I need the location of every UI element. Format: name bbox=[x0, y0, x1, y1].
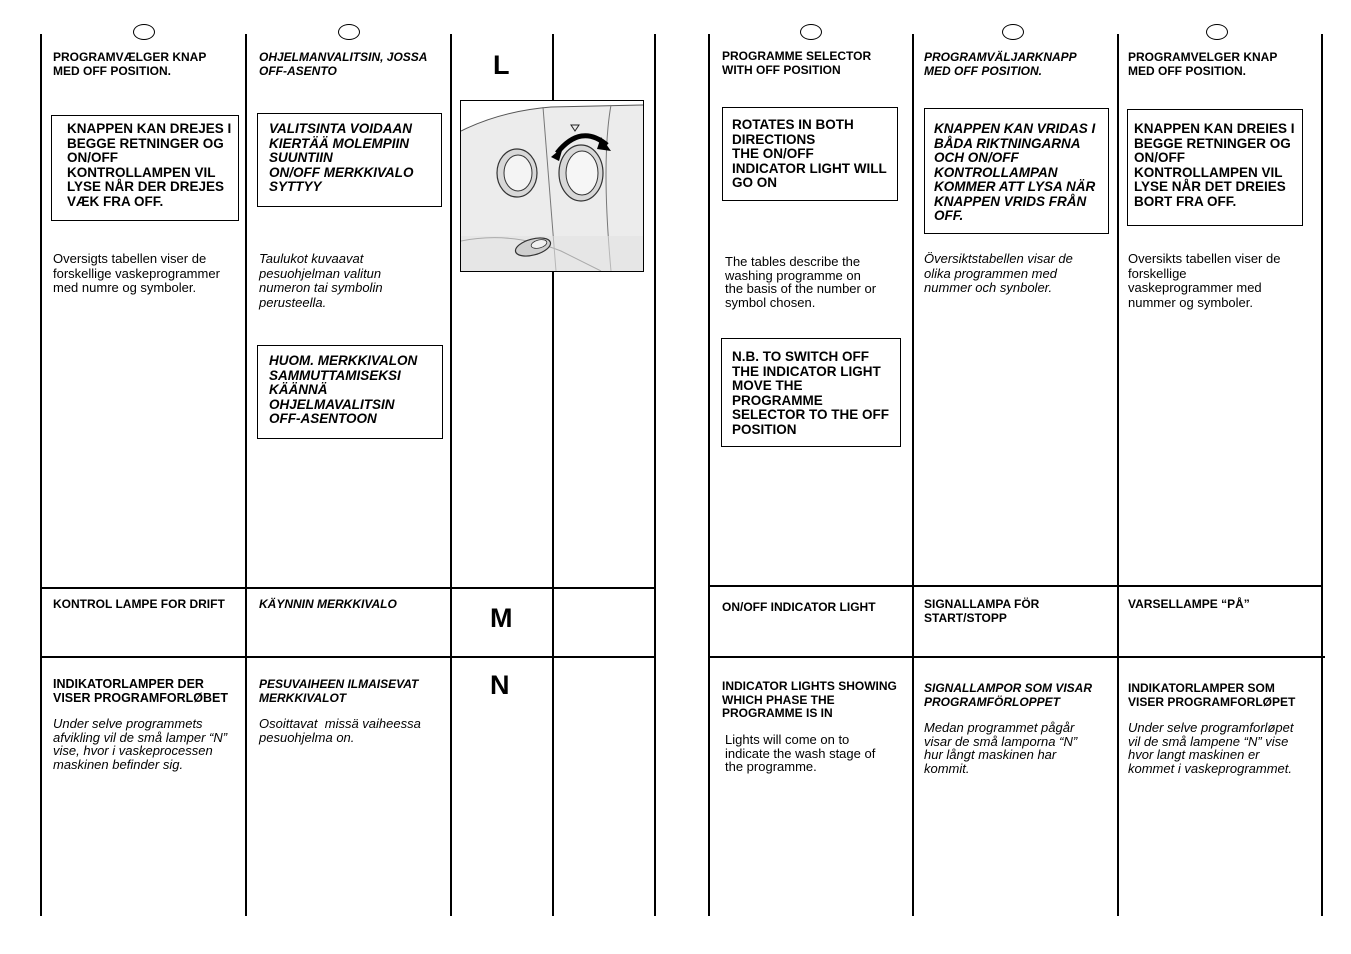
indicator-heading-en: INDICATOR LIGHTS SHOWING WHICH PHASE THE PROGRAMME IS IN bbox=[722, 679, 897, 720]
section-letter-l: L bbox=[493, 50, 510, 80]
tables-text-da: Oversigts tabellen viser de forskellige vaskeprogrammer med numre og symboler. bbox=[53, 251, 220, 295]
lamp-heading-fi: KÄYNNIN MERKKIVALO bbox=[259, 597, 397, 611]
indicator-text-da: Under selve programmets afvikling vil de små lamper “N” vise, hvor i vaskeprocessen maskinen befinder sig. bbox=[53, 716, 228, 772]
section-letter-n: N bbox=[490, 670, 510, 700]
language-flag-icon bbox=[1002, 24, 1024, 40]
row-divider bbox=[40, 656, 656, 658]
row-divider bbox=[708, 585, 1323, 587]
selector-heading-no: PROGRAMVELGER KNAP MED OFF POSITION. bbox=[1128, 50, 1278, 78]
row-divider bbox=[40, 587, 656, 589]
section-letter-m: M bbox=[490, 603, 513, 633]
indicator-heading-fi: PESUVAIHEEN ILMAISEVAT MERKKIVALOT bbox=[259, 677, 419, 705]
indicator-text-no: Under selve programforløpet vil de små lampene “N” vise hvor langt maskinen er kommet i vaskeprogrammet. bbox=[1128, 720, 1294, 776]
language-flag-icon bbox=[338, 24, 360, 40]
language-flag-icon bbox=[133, 24, 155, 40]
column-divider bbox=[708, 34, 710, 916]
selector-box-no: KNAPPEN KAN DREIES I BEGGE RETNINGER OG ON/OFF KONTROLLAMPEN VIL LYSE NÅR DET DREIES BORT FRA OFF. bbox=[1127, 109, 1303, 226]
indicator-heading-no: INDIKATORLAMPER SOM VISER PROGRAMFORLØPET bbox=[1128, 681, 1296, 709]
language-flag-icon bbox=[800, 24, 822, 40]
column-divider bbox=[912, 34, 914, 916]
tables-text-fi: Taulukot kuvaavat pesuohjelman valitun numeron tai symbolin perusteella. bbox=[259, 251, 383, 310]
selector-box-en: ROTATES IN BOTH DIRECTIONS THE ON/OFF INDICATOR LIGHT WILL GO ON bbox=[722, 107, 898, 201]
lamp-heading-da: KONTROL LAMPE FOR DRIFT bbox=[53, 597, 225, 611]
selector-heading-da: PROGRAMVÆLGER KNAP MED OFF POSITION. bbox=[53, 50, 207, 78]
column-divider bbox=[654, 34, 656, 916]
selector-heading-en: PROGRAMME SELECTOR WITH OFF POSITION bbox=[722, 49, 872, 77]
tables-text-en: The tables describe the washing programme on the basis of the number or symbol chosen. bbox=[725, 254, 877, 310]
indicator-heading-sv: SIGNALLAMPOR SOM VISAR PROGRAMFÖRLOPPET bbox=[924, 681, 1093, 709]
selector-box-da: KNAPPEN KAN DREJES I BEGGE RETNINGER OG ON/OFF KONTROLLAMPEN VIL LYSE NÅR DER DREJES VÆK FRA OFF. bbox=[51, 115, 239, 221]
column-divider bbox=[1321, 34, 1323, 916]
row-divider bbox=[710, 656, 1325, 658]
indicator-text-en: Lights will come on to indicate the wash stage of the programme. bbox=[725, 732, 876, 774]
column-divider bbox=[245, 34, 247, 916]
indicator-text-fi: Osoittavat missä vaiheessa pesuohjelma on. bbox=[259, 716, 421, 745]
lamp-heading-no: VARSELLAMPE “PÅ” bbox=[1128, 597, 1250, 611]
programme-selector-illustration bbox=[460, 100, 644, 272]
selector-heading-fi: OHJELMANVALITSIN, JOSSA OFF-ASENTO bbox=[259, 50, 428, 78]
language-flag-icon bbox=[1206, 24, 1228, 40]
selector-box-sv: KNAPPEN KAN VRIDAS I BÅDA RIKTNINGARNA OCH ON/OFF KONTROLLAMPAN KOMMER ATT LYSA NÄR KNAPPEN VRIDS FRÅN OFF. bbox=[924, 108, 1109, 234]
control-panel-drawing bbox=[461, 101, 643, 271]
note-box-fi: HUOM. MERKKIVALON SAMMUTTAMISEKSI KÄÄNNÄ OHJELMAVALITSIN OFF-ASENTOON bbox=[257, 345, 443, 439]
lamp-heading-sv: SIGNALLAMPA FÖR START/STOPP bbox=[924, 597, 1040, 625]
selector-heading-sv: PROGRAMVÄLJARKNAPP MED OFF POSITION. bbox=[924, 50, 1077, 78]
indicator-heading-da: INDIKATORLAMPER DER VISER PROGRAMFORLØBET bbox=[53, 677, 229, 705]
lamp-heading-en: ON/OFF INDICATOR LIGHT bbox=[722, 600, 876, 614]
note-box-en: N.B. TO SWITCH OFF THE INDICATOR LIGHT MOVE THE PROGRAMME SELECTOR TO THE OFF POSITION bbox=[721, 338, 901, 447]
tables-text-no: Oversikts tabellen viser de forskellige vaskeprogrammer med nummer og symboler. bbox=[1128, 251, 1281, 310]
selector-box-fi: VALITSINTA VOIDAAN KIERTÄÄ MOLEMPIIN SUUNTIIN ON/OFF MERKKIVALO SYTTYY bbox=[257, 113, 442, 207]
column-divider bbox=[450, 34, 452, 916]
indicator-text-sv: Medan programmet pågår visar de små lamporna “N” hur långt maskinen har kommit. bbox=[924, 720, 1078, 776]
tables-text-sv: Översiktstabellen visar de olika programmen med nummer och synboler. bbox=[924, 251, 1073, 295]
column-divider bbox=[40, 34, 42, 916]
column-divider bbox=[1117, 34, 1119, 916]
